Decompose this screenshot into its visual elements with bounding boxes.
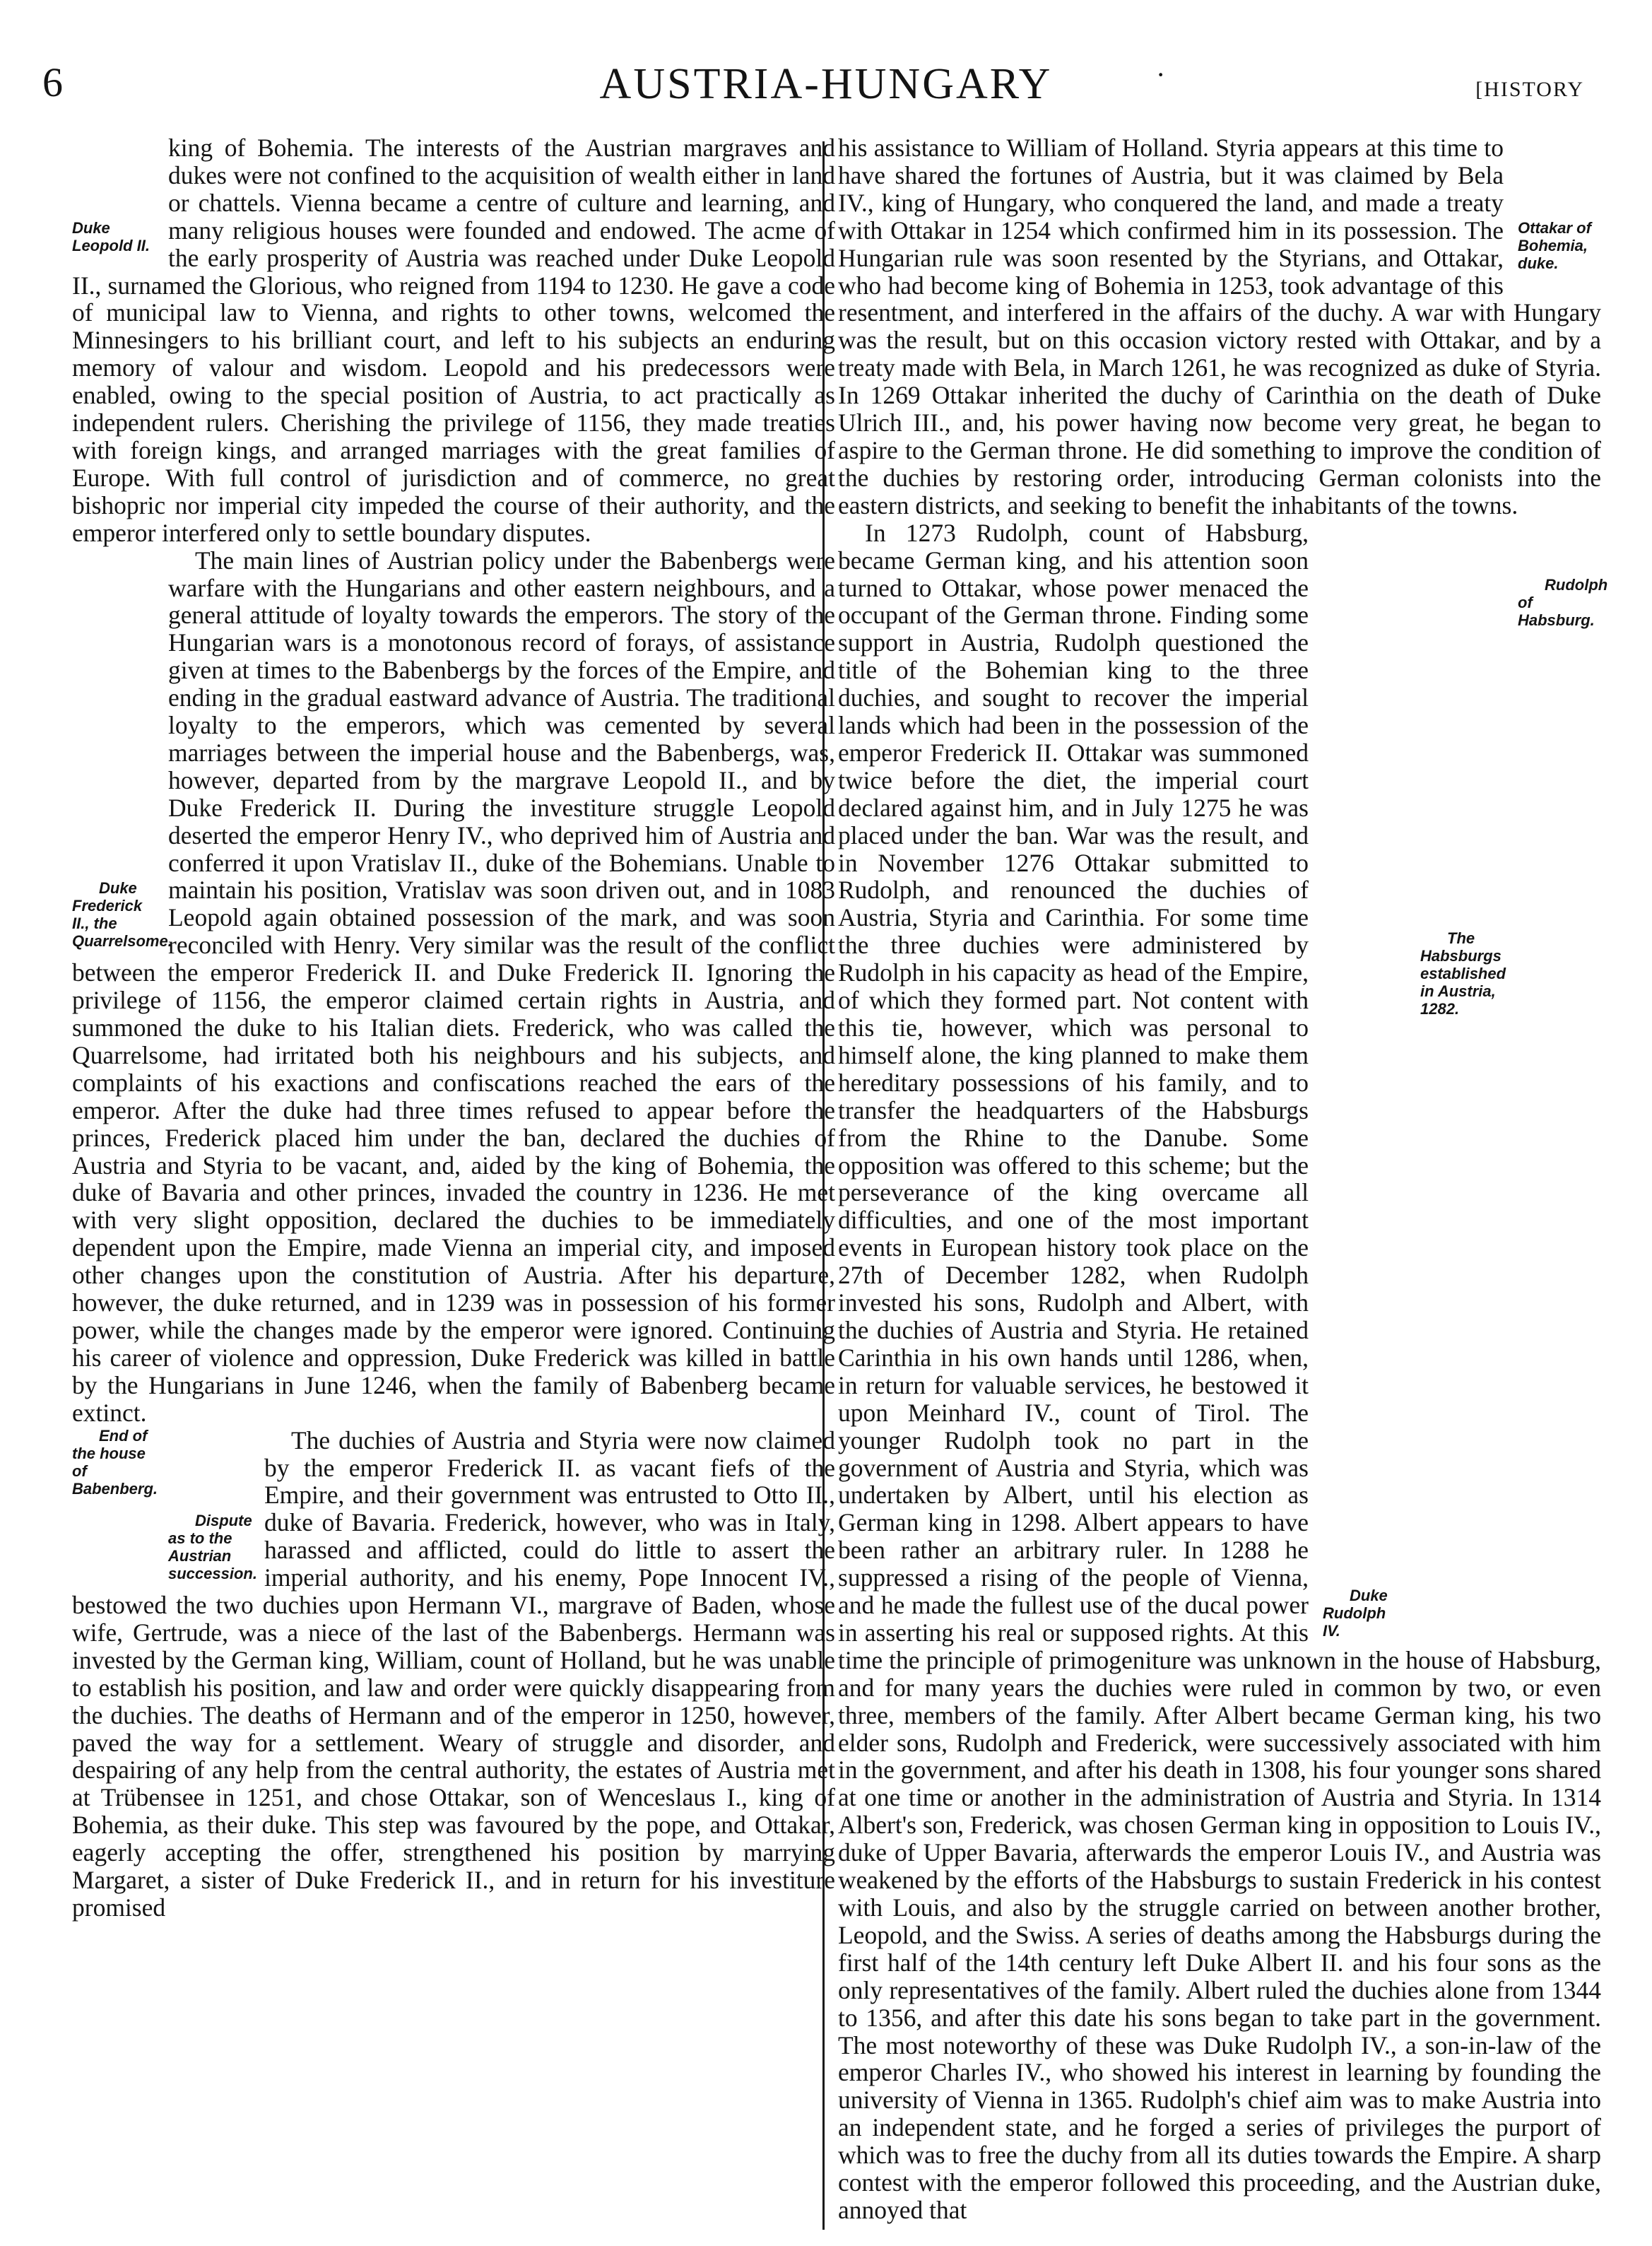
sidenote-end-babenberg: End of the house of Babenberg. [72, 1426, 158, 1498]
left-column [72, 134, 835, 1922]
sidenote-duke-frederick: Duke Frederick II., the Quarrelsome. [72, 878, 172, 950]
sidenote-habsburgs-established: The Habsburgs established in Austria, 1282. [1420, 929, 1506, 1018]
running-title: AUSTRIA-HUNGARY [599, 60, 1053, 108]
sidenote-duke-rudolph-iv: Duke Rudolph IV. [1323, 1586, 1388, 1640]
section-tag: [HISTORY [1475, 78, 1584, 101]
page-number: 6 [42, 59, 63, 105]
right-column [838, 134, 1608, 2224]
sidenote-ottakar: Ottakar of Bohemia, duke. [1518, 219, 1591, 272]
sidenote-dispute: Dispute as to the Austrian succession. [168, 1511, 257, 1582]
left-paragraph-1: Duke Leopold II. king of Bohemia. The interests of the Austrian margraves and dukes were not confined to the acquisition of wealth either in land or chattels. Vienna became a centre of culture and learning, and many religious houses were founded and endowed. The acme of the early prosperity of Austria was reached under Duke Leopold II., surnamed the Glorious, who reigned from 1194 to 1230. He gave a code of municipal law to Vienna, and rights to other towns, welcomed the Minnesingers to his brilliant court, and left to his subjects an enduring memory of valour and wisdom. Leopold and his predecessors were enabled, owing to the special position of Austria, to act practically as independent rulers. Cherishing the privilege of 1156, they made treaties with foreign kings, and arranged marriages with the great families of Europe. With full control of jurisdiction and of commerce, no great bishopric nor imperial city impeded the course of their authority, and the emperor interfered only to settle boundary disputes. [72, 134, 835, 547]
sidenote-duke-leopold: Duke Leopold II. [72, 219, 150, 254]
right-paragraph-1: Ottakar of Bohemia, duke. his assistance to William of Holland. Styria appears at this time to have shared the fortunes of Austria, but it was claimed by Bela IV., king of Hungary, who conquered the land, and made a treaty with Ottakar in 1254 which confirmed him in its possession. The Hungarian rule was soon resented by the Styrians, and Ottakar, who had become king of Bohemia in 1253, took advantage of this resentment, and interfered in the affairs of the duchy. A war with Hungary was the result, but on this occasion victory rested with Ottakar, and by a treaty made with Bela, in March 1261, he was recognized as duke of Styria. In 1269 Ottakar inherited the duchy of Carinthia on the death of Duke Ulrich III., and, his power having now become very great, he began to aspire to the German throne. He did something to improve the condition of the duchies by restoring order, introducing German colonists into the eastern districts, and seeking to benefit the inhabitants of the towns. [838, 134, 1601, 519]
sidenote-rudolph-habsburg: Rudolph of Habsburg. [1518, 575, 1608, 629]
left-paragraph-2: Duke Frederick II., the Quarrelsome. The main lines of Austrian policy under the Babenbergs were warfare with the Hungarians and other eastern neighbours, and a general attitude of loyalty towards the emperors. The story of the Hungarian wars is a monotonous record of forays, of assistance given at times to the Babenbergs by the forces of the Empire, and ending in the gradual eastward advance of Austria. The traditional loyalty to the emperors, which was cemented by several marriages between the imperial house and the Babenbergs, was, however, departed from by the margrave Leopold II., and by Duke Frederick II. During the investiture struggle Leopold deserted the emperor Henry IV., who deprived him of Austria and conferred it upon Vratislav II., duke of the Bohemians. Unable to maintain his position, Vratislav was soon driven out, and in 1083 Leopold again obtained possession of the mark, and was soon reconciled with Henry. Very similar was the result of the conflict between the emperor Frederick II. and Duke Frederick II. Ignoring the privilege of 1156, the emperor claimed certain rights in Austria, and summoned the duke to his Italian diets. Frederick, who was called the Quarrelsome, had irritated both his neighbours and his subjects, and complaints of his exactions and confiscations reached the ears of the emperor. After the duke had three times refused to appear before the princes, Frederick placed him under the ban, declared the duchies of Austria and Styria to be vacant, and, aided by the king of Bohemia, the duke of Bavaria and other princes, invaded the country in 1236. He met with very slight opposition, declared the duchies to be immediately dependent upon the Empire, made Vienna an imperial city, and imposed other changes upon the constitution of Austria. After his departure, however, the duke returned, and in 1239 was in possession of his former power, while the changes made by the emperor were ignored. Continuing his career of violence and oppression, Duke Frederick was killed in battle by the Hungarians in June 1246, when the family of Babenberg became extinct. [72, 546, 835, 1427]
left-paragraph-3: End of the house of Babenberg. Dispute as to the Austrian succession. The duchies of Austria and Styria were now claimed by the emperor Frederick II. as vacant fiefs of the Empire, and their government was entrusted to Otto II., duke of Bavaria. Frederick, however, who was in Italy, harassed and afflicted, could do little to assert the imperial authority, and his enemy, Pope Innocent IV., bestowed the two duchies upon Hermann VI., margrave of Baden, whose wife, Gertrude, was a niece of the last of the Babenbergs. Hermann was invested by the German king, William, count of Holland, but he was unable to establish his position, and law and order were quickly disappearing from the duchies. The deaths of Hermann and of the emperor in 1250, however, paved the way for a settlement. Weary of struggle and disorder, and despairing of any help from the central authority, the estates of Austria met at Trübensee in 1251, and chose Ottakar, son of Wenceslaus I., king of Bohemia, as their duke. This step was favoured by the pope, and Ottakar, eagerly accepting the offer, strengthened his position by marrying Margaret, a sister of Duke Frederick II., and in return for his investiture promised [72, 1425, 835, 1922]
right-paragraph-2: Rudolph of Habsburg. The Habsburgs established in Austria, 1282. Duke Rudolph IV. In 1273 Rudolph, count of Habsburg, became German king, and his attention soon turned to Ottakar, whose power menaced the occupant of the German throne. Finding some support in Austria, Rudolph questioned the title of the Bohemian king to the three duchies, and sought to recover the imperial lands which had been in the possession of the emperor Frederick II. Ottakar was summoned twice before the diet, the imperial court declared against him, and in July 1275 he was placed under the ban. War was the result, and in November 1276 Ottakar submitted to Rudolph, and renounced the duchies of Austria, Styria and Carinthia. For some time the three duchies were administered by Rudolph in his capacity as head of the Empire, of which they formed part. Not content with this tie, however, which was personal to himself alone, the king planned to make them hereditary possessions of his family, and to transfer the headquarters of the Habsburgs from the Rhine to the Danube. Some opposition was offered to this scheme; but the perseverance of the king overcame all difficulties, and one of the most important events in European history took place on the 27th of December 1282, when Rudolph invested his sons, Rudolph and Albert, with the duchies of Austria and Styria. He retained Carinthia in his own hands until 1286, when, in return for valuable services, he bestowed it upon Meinhard IV., count of Tirol. The younger Rudolph took no part in the government of Austria and Styria, which was undertaken by Albert, until his election as German king in 1298. Albert appears to have been rather an arbitrary ruler. In 1288 he suppressed a rising of the people of Vienna, and he made the fullest use of the ducal power in asserting his real or supposed rights. At this time the principle of primogeniture was unknown in the house of Habsburg, and for many years the duchies were ruled in common by two, or even three, members of the family. After Albert became German king, his two elder sons, Rudolph and Frederick, were successively associated with him in the government, and after his death in 1308, his four younger sons shared at one time or another in the administration of Austria and Styria. In 1314 Albert's son, Frederick, was chosen German king in opposition to Louis IV., duke of Upper Bavaria, afterwards the emperor Louis IV., and Austria was weakened by the efforts of the Habsburgs to sustain Frederick in his contest with Louis, and also by the struggle carried on between another brother, Leopold, and the Swiss. A series of deaths among the Habsburgs during the first half of the 14th century left Duke Albert II. and his four sons as the only representatives of the family. Albert ruled the duchies alone from 1344 to 1356, and after this date his sons began to take part in the government. The most noteworthy of these was Duke Rudolph IV., a son-in-law of the emperor Charles IV., who showed his interest in learning by founding the university of Vienna in 1365. Rudolph's chief aim was to make Austria into an independent state, and he forged a series of privileges the purport of which was to free the duchy from all its duties towards the Empire. A sharp contest with the emperor followed this proceeding, and the Austrian duke, annoyed that [838, 518, 1608, 2224]
header-dot: · [1156, 59, 1166, 90]
